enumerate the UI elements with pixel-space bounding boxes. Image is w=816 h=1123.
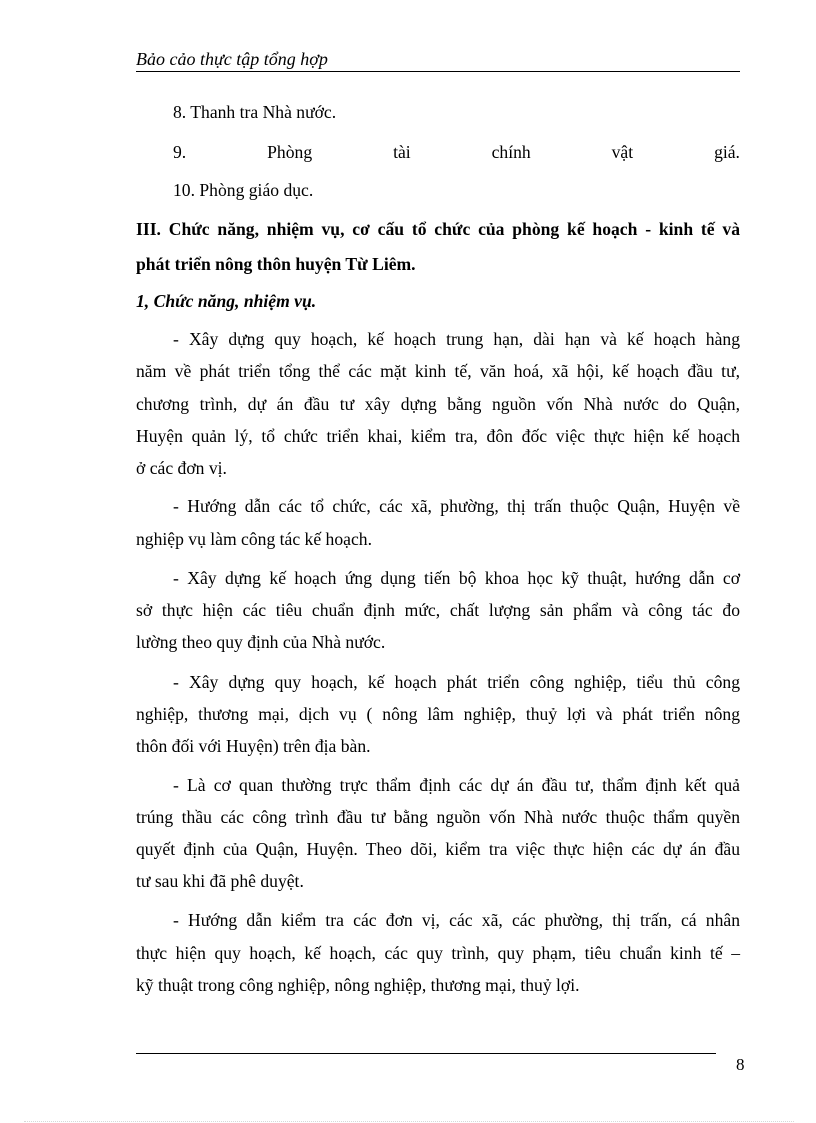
paragraph-line: năm về phát triển tổng thể các mặt kinh tế, văn hoá, xã hội, kế hoạch đầu tư,: [136, 361, 740, 381]
subheading: 1, Chức năng, nhiệm vụ.: [136, 291, 317, 311]
paragraph-line: tư sau khi đã phê duyệt.: [136, 871, 304, 891]
paragraph-line: quyết định của Quận, Huyện. Theo dõi, kiểm tra việc thực hiện các dự án đầu: [136, 839, 740, 859]
list-item-word: tài: [393, 142, 411, 162]
paragraph-line: kỹ thuật trong công nghiệp, nông nghiệp, thương mại, thuỷ lợi.: [136, 975, 580, 995]
paragraph-line: - Là cơ quan thường trực thẩm định các dự án đầu tư, thẩm định kết quả: [173, 775, 740, 795]
paragraph-line: - Xây dựng quy hoạch, kế hoạch trung hạn, dài hạn và kế hoạch hàng: [173, 329, 740, 349]
list-item-word: Phòng: [267, 142, 313, 162]
list-item-word: chính: [491, 142, 531, 162]
paragraph-line: sở thực hiện các tiêu chuẩn định mức, chất lượng sản phẩm và công tác đo: [136, 600, 740, 620]
page-number: 8: [736, 1055, 745, 1074]
section-heading-line: III. Chức năng, nhiệm vụ, cơ cấu tổ chức của phòng kế hoạch - kinh tế và: [136, 219, 740, 239]
paragraph-line: thực hiện quy hoạch, kế hoạch, các quy trình, quy phạm, tiêu chuẩn kinh tế –: [136, 943, 740, 963]
paragraph-line: thôn đối với Huyện) trên địa bàn.: [136, 736, 371, 756]
paragraph-line: ở các đơn vị.: [136, 458, 227, 478]
paragraph-line: nghiệp vụ làm công tác kế hoạch.: [136, 529, 372, 549]
header-rule: [136, 71, 740, 72]
paragraph-line: trúng thầu các công trình đầu tư bằng nguồn vốn Nhà nước thuộc thẩm quyền: [136, 807, 740, 827]
list-item-word: vật: [611, 142, 634, 162]
paragraph-line: - Xây dựng quy hoạch, kế hoạch phát triển công nghiệp, tiểu thủ công: [173, 672, 740, 692]
list-item-word: 9.: [173, 142, 187, 162]
paragraph-line: - Xây dựng kế hoạch ứng dụng tiến bộ khoa học kỹ thuật, hướng dẫn cơ: [173, 568, 740, 588]
paragraph-line: - Hướng dẫn các tổ chức, các xã, phường, thị trấn thuộc Quận, Huyện về: [173, 496, 740, 516]
section-heading-line: phát triển nông thôn huyện Từ Liêm.: [136, 254, 416, 274]
paragraph-line: Huyện quản lý, tổ chức triển khai, kiểm tra, đôn đốc việc thực hiện kế hoạch: [136, 426, 740, 446]
paragraph-line: lường theo quy định của Nhà nước.: [136, 632, 386, 652]
paragraph-line: - Hướng dẫn kiểm tra các đơn vị, các xã, các phường, thị trấn, cá nhân: [173, 910, 740, 930]
page-edge: [24, 1121, 794, 1122]
running-header: Bảo cảo thực tập tổng hợp: [136, 49, 328, 69]
list-item: 8. Thanh tra Nhà nước.: [173, 102, 337, 122]
paragraph-line: nghiệp, thương mại, dịch vụ ( nông lâm nghiệp, thuỷ lợi và phát triển nông: [136, 704, 740, 724]
list-item-word: giá.: [714, 142, 740, 162]
list-item: 10. Phòng giáo dục.: [173, 180, 314, 200]
footer-rule: [136, 1053, 716, 1054]
list-item: [173, 141, 740, 163]
paragraph-line: chương trình, dự án đầu tư xây dựng bằng nguồn vốn Nhà nước do Quận,: [136, 394, 740, 414]
